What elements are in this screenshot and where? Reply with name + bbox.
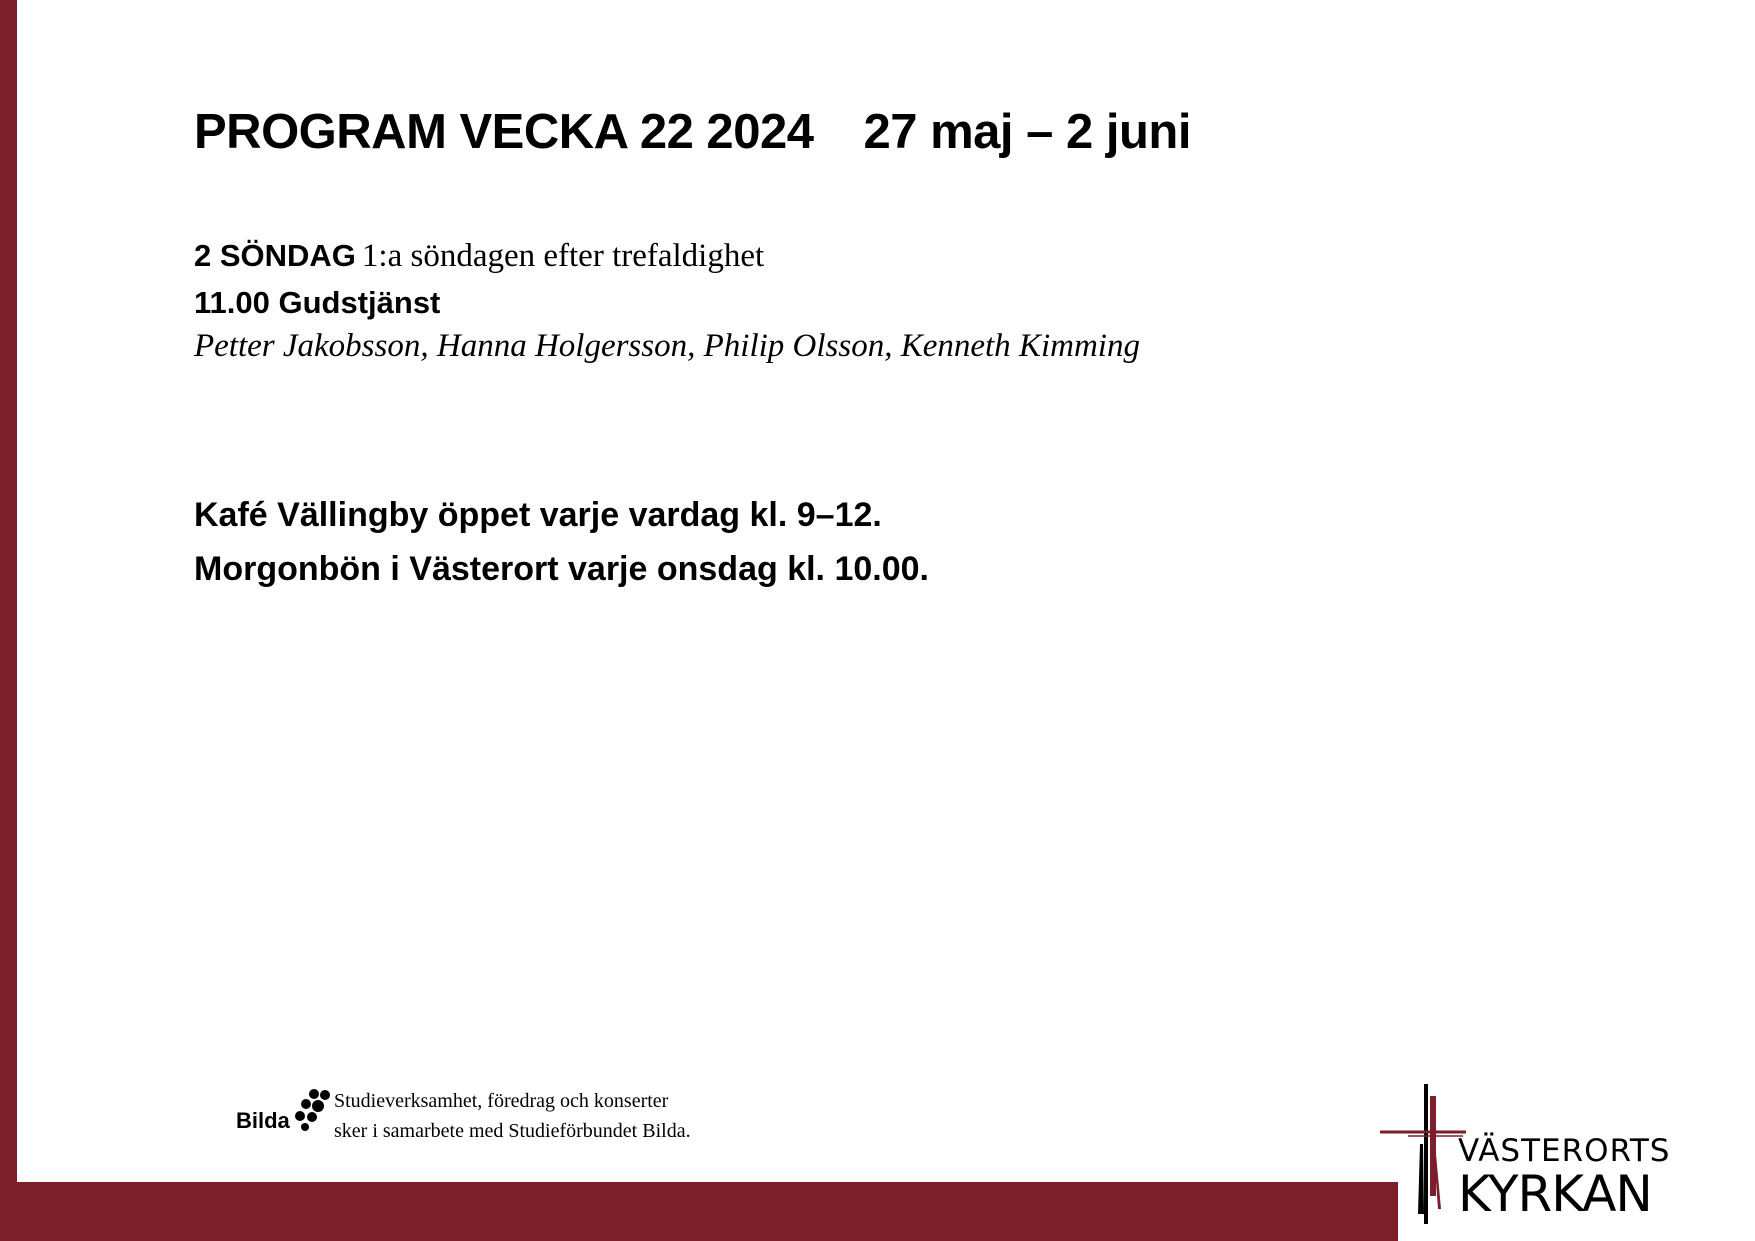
notice-cafe: Kafé Vällingby öppet varje vardag kl. 9–12. bbox=[194, 496, 882, 534]
church-logo-line-2: KYRKAN bbox=[1458, 1165, 1652, 1223]
date-range: 27 maj – 2 juni bbox=[863, 105, 1191, 159]
footer-line-1: Studieverksamhet, föredrag och konserter bbox=[334, 1090, 669, 1112]
footer-line-2: sker i samarbete med Studieförbundet Bilda. bbox=[334, 1120, 691, 1142]
bottom-accent-bar bbox=[0, 1182, 1398, 1241]
event-day-line bbox=[194, 240, 764, 273]
bilda-logo bbox=[236, 1086, 332, 1136]
program-title: PROGRAM VECKA 22 2024 bbox=[194, 105, 814, 159]
left-accent-bar bbox=[0, 0, 17, 1241]
church-logo bbox=[1378, 1084, 1708, 1224]
event-time-title: 11.00 Gudstjänst bbox=[194, 285, 441, 320]
cross-icon bbox=[1378, 1084, 1468, 1224]
church-logo-line-1: VÄSTERORTS bbox=[1458, 1133, 1671, 1169]
event-participants: Petter Jakobsson, Hanna Holgersson, Philip Olsson, Kenneth Kimming bbox=[194, 328, 1140, 364]
event-day: 2 SÖNDAG bbox=[194, 238, 356, 273]
notice-morning-prayer: Morgonbön i Västerort varje onsdag kl. 10.00. bbox=[194, 550, 929, 588]
footer-text bbox=[334, 1086, 691, 1146]
event-day-description: 1:a söndagen efter trefaldighet bbox=[361, 238, 765, 274]
bilda-logo-text: Bilda bbox=[236, 1108, 290, 1133]
page-title bbox=[194, 105, 1191, 159]
